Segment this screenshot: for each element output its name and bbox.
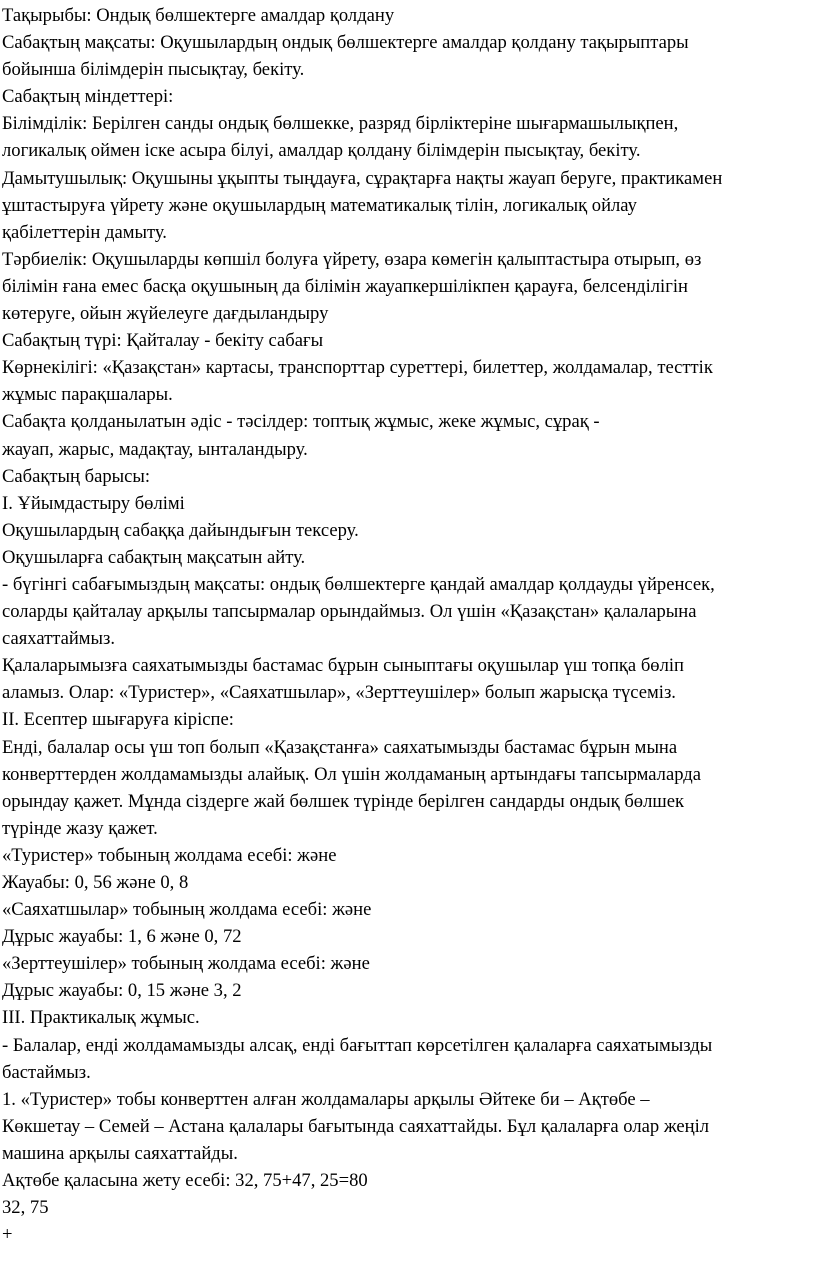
paragraph-line: соларды қайталау арқылы тапсырмалар орындаймыз. Ол үшін «Қазақстан» қалаларына	[2, 601, 697, 623]
methods: Сабақта қолданылатын әдіс - тәсілдер: топтық жұмыс, жеке жұмыс, сұрақ -	[2, 411, 600, 433]
calculation-line: Ақтөбе қаласына жету есебі: 32, 75+47, 25=80	[2, 1170, 368, 1192]
paragraph-line: - Балалар, енді жолдамамызды алсақ, енді бағыттап көрсетілген қалаларға саяхатымызды	[2, 1034, 713, 1056]
paragraph-line: Оқушылардың сабаққа дайындығын тексеру.	[2, 519, 359, 541]
section-heading-intro: ІІ. Есептер шығаруға кіріспе:	[2, 709, 234, 731]
group-answer-researchers: Дұрыс жауабы: 0, 15 және 3, 2	[2, 980, 242, 1002]
developmental-task: Дамытушылық: Оқушыны ұқыпты тыңдауға, сұрақтарға нақты жауап беруге, практикамен	[2, 167, 723, 189]
methods-cont: жауап, жарыс, мадақтау, ынталандыру.	[2, 438, 308, 460]
paragraph-line: бастаймыз.	[2, 1061, 91, 1083]
paragraph-line: түрінде жазу қажет.	[2, 817, 158, 839]
upbringing-task-cont: білімін ғана емес басқа оқушының да білімін жауапкершілікпен қарауға, белсенділігін	[2, 275, 688, 297]
lesson-goal-cont: бойынша білімдерін пысықтау, бекіту.	[2, 59, 305, 81]
section-heading-organizational: І. Ұйымдастыру бөлімі	[2, 492, 185, 514]
educational-task-cont: логикалық оймен іске асыра білуі, амалдар қолдану білімдерін пысықтау, бекіту.	[2, 140, 641, 162]
section-heading-practical: ІІІ. Практикалық жұмыс.	[2, 1007, 200, 1029]
visual-aids: Көрнекілігі: «Қазақстан» картасы, транспорттар суреттері, билеттер, жолдамалар, тесттік	[2, 357, 713, 379]
group-answer-tourists: Жауабы: 0, 56 және 0, 8	[2, 872, 189, 893]
lesson-topic: Тақырыбы: Ондық бөлшектерге амалдар қолдану	[2, 5, 395, 26]
paragraph-line: аламыз. Олар: «Туристер», «Саяхатшылар», «Зерттеушілер» болып жарысқа түсеміз.	[2, 682, 676, 704]
lesson-tasks-heading: Сабақтың міндеттері:	[2, 86, 174, 108]
paragraph-line: орындау қажет. Мұнда сіздерге жай бөлшек түрінде берілген сандарды ондық бөлшек	[2, 790, 684, 812]
calculation-line: +	[2, 1224, 13, 1246]
group-task-tourists: «Туристер» тобының жолдама есебі: және	[2, 844, 337, 866]
upbringing-task: Тәрбиелік: Оқушыларды көпшіл болуға үйрету, өзара көмегін қалыптастыра отырып, өз	[2, 248, 702, 270]
group-answer-travelers: Дұрыс жауабы: 1, 6 және 0, 72	[2, 926, 242, 948]
developmental-task-cont: қабілеттерін дамыту.	[2, 221, 167, 243]
group-task-researchers: «Зерттеушілер» тобының жолдама есебі: және	[2, 953, 370, 975]
paragraph-line: Оқушыларға сабақтың мақсатын айту.	[2, 546, 306, 568]
paragraph-line: конверттерден жолдамамызды алайық. Ол үшін жолдаманың артындағы тапсырмаларда	[2, 763, 701, 785]
visual-aids-cont: жұмыс парақшалары.	[2, 384, 173, 406]
developmental-task-cont: ұштастыруға үйрету және оқушылардың математикалық тілін, логикалық ойлау	[2, 194, 637, 216]
paragraph-line: саяхаттаймыз.	[2, 628, 116, 650]
upbringing-task-cont: көтеруге, ойын жүйелеуге дағдыландыру	[2, 303, 329, 325]
educational-task: Білімділік: Берілген санды ондық бөлшекке, разряд бірліктеріне шығармашылықпен,	[2, 113, 679, 135]
paragraph-line: 1. «Туристер» тобы конверттен алған жолдамалары арқылы Әйтеке би – Ақтөбе –	[2, 1088, 650, 1110]
group-task-travelers: «Саяхатшылар» тобының жолдама есебі: және	[2, 899, 372, 921]
lesson-goal: Сабақтың мақсаты: Оқушылардың ондық бөлшектерге амалдар қолдану тақырыптары	[2, 32, 689, 54]
paragraph-line: машина арқылы саяхаттайды.	[2, 1142, 238, 1164]
calculation-line: 32, 75	[2, 1197, 49, 1219]
paragraph-line: - бүгінгі сабағымыздың мақсаты: ондық бөлшектерге қандай амалдар қолдауды үйренсек,	[2, 573, 715, 595]
paragraph-line: Қалаларымызға саяхатымызды бастамас бұрын сыныптағы оқушылар үш топқа бөліп	[2, 655, 684, 677]
lesson-type: Сабақтың түрі: Қайталау - бекіту сабағы	[2, 330, 324, 352]
paragraph-line: Көкшетау – Семей – Астана қалалары бағытында саяхаттайды. Бұл қалаларға олар жеңіл	[2, 1115, 710, 1137]
paragraph-line: Енді, балалар осы үш топ болып «Қазақстанға» саяхатымызды бастамас бұрын мына	[2, 736, 678, 758]
lesson-progress-heading: Сабақтың барысы:	[2, 465, 151, 487]
